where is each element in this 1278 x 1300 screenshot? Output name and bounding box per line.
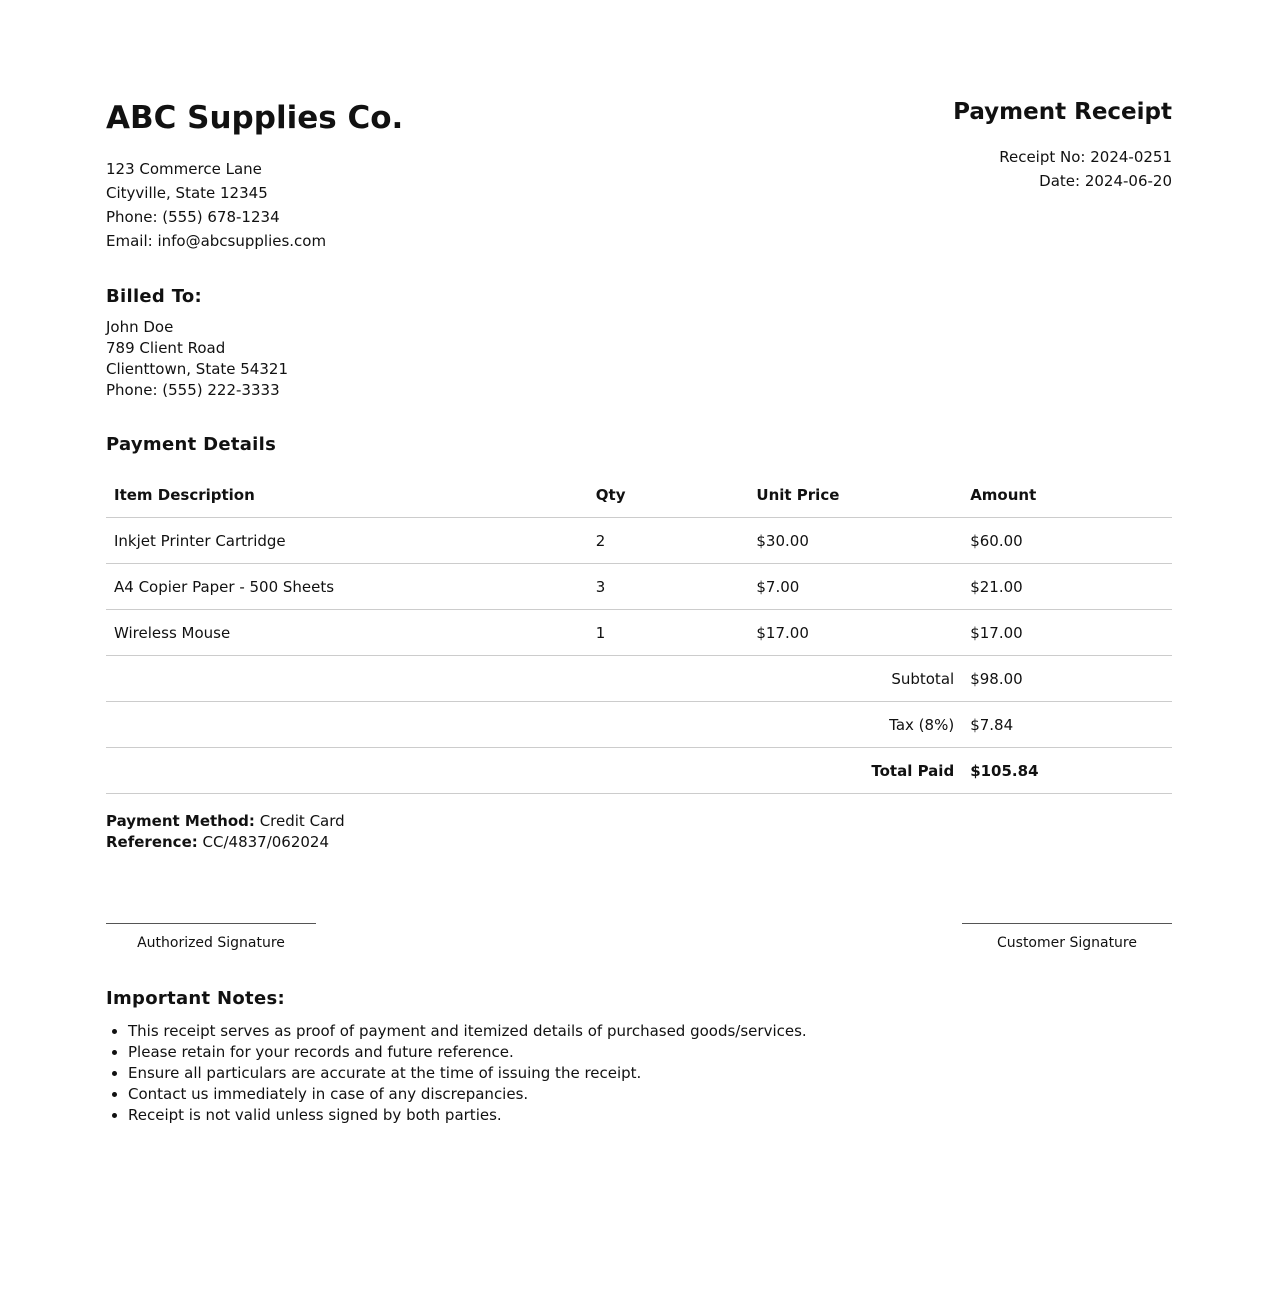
item-qty: 3 <box>588 564 749 610</box>
item-description: A4 Copier Paper - 500 Sheets <box>106 564 588 610</box>
column-header-unit-price: Unit Price <box>748 472 962 518</box>
item-description: Inkjet Printer Cartridge <box>106 518 588 564</box>
subtotal-label: Subtotal <box>106 656 962 702</box>
payment-details-heading: Payment Details <box>106 434 277 455</box>
company-city: Cityville, State 12345 <box>106 184 268 202</box>
payment-info <box>106 811 345 853</box>
item-description: Wireless Mouse <box>106 610 588 656</box>
item-amount: $17.00 <box>962 610 1172 656</box>
list-item: • Please retain for your records and future reference. <box>128 1042 1128 1063</box>
company-email: Email: info@abcsupplies.com <box>106 232 327 250</box>
total-label: Total Paid <box>106 748 962 794</box>
tax-row <box>106 702 1172 748</box>
payment-reference <box>106 832 345 853</box>
receipt-title: Payment Receipt <box>953 99 1172 125</box>
tax-label: Tax (8%) <box>106 702 962 748</box>
total-row <box>106 748 1172 794</box>
billed-to-heading: Billed To: <box>106 286 203 307</box>
list-item: • Receipt is not valid unless signed by both parties. <box>128 1105 1128 1126</box>
payment-method <box>106 811 345 832</box>
receipt-meta <box>999 145 1172 193</box>
column-header-description: Item Description <box>106 472 588 518</box>
tax-value: $7.84 <box>962 702 1172 748</box>
item-amount: $60.00 <box>962 518 1172 564</box>
item-qty: 2 <box>588 518 749 564</box>
list-item: • Ensure all particulars are accurate at the time of issuing the receipt. <box>128 1063 1128 1084</box>
table-row <box>106 564 1172 610</box>
company-street: 123 Commerce Lane <box>106 160 262 178</box>
item-amount: $21.00 <box>962 564 1172 610</box>
list-item: • This receipt serves as proof of payment and itemized details of purchased goods/services. <box>128 1021 1128 1042</box>
item-qty: 1 <box>588 610 749 656</box>
table-row <box>106 610 1172 656</box>
notes-list <box>106 1021 1128 1126</box>
company-name: ABC Supplies Co. <box>106 100 404 136</box>
client-phone: Phone: (555) 222-3333 <box>106 381 280 399</box>
notes-heading: Important Notes: <box>106 988 285 1009</box>
item-unit-price: $7.00 <box>748 564 962 610</box>
authorized-signature: Authorized Signature <box>106 923 316 951</box>
company-address <box>106 157 326 253</box>
client-name: John Doe <box>106 318 174 336</box>
billed-to-details <box>106 317 288 401</box>
item-unit-price: $17.00 <box>748 610 962 656</box>
payment-method-label: Payment Method: <box>106 812 255 830</box>
column-header-amount: Amount <box>962 472 1172 518</box>
list-item: • Contact us immediately in case of any discrepancies. <box>128 1084 1128 1105</box>
item-unit-price: $30.00 <box>748 518 962 564</box>
total-value: $105.84 <box>962 748 1172 794</box>
table-row <box>106 518 1172 564</box>
company-phone: Phone: (555) 678-1234 <box>106 208 280 226</box>
reference-label: Reference: <box>106 833 198 851</box>
customer-signature: Customer Signature <box>962 923 1172 951</box>
receipt-date: Date: 2024-06-20 <box>1039 172 1172 190</box>
reference-value: CC/4837/062024 <box>202 833 330 851</box>
receipt-number: Receipt No: 2024-0251 <box>999 148 1172 166</box>
subtotal-row <box>106 656 1172 702</box>
client-street: 789 Client Road <box>106 339 226 357</box>
column-header-qty: Qty <box>588 472 749 518</box>
payment-method-value: Credit Card <box>259 812 345 830</box>
client-city: Clienttown, State 54321 <box>106 360 288 378</box>
items-table <box>106 472 1172 794</box>
subtotal-value: $98.00 <box>962 656 1172 702</box>
table-header-row <box>106 472 1172 518</box>
